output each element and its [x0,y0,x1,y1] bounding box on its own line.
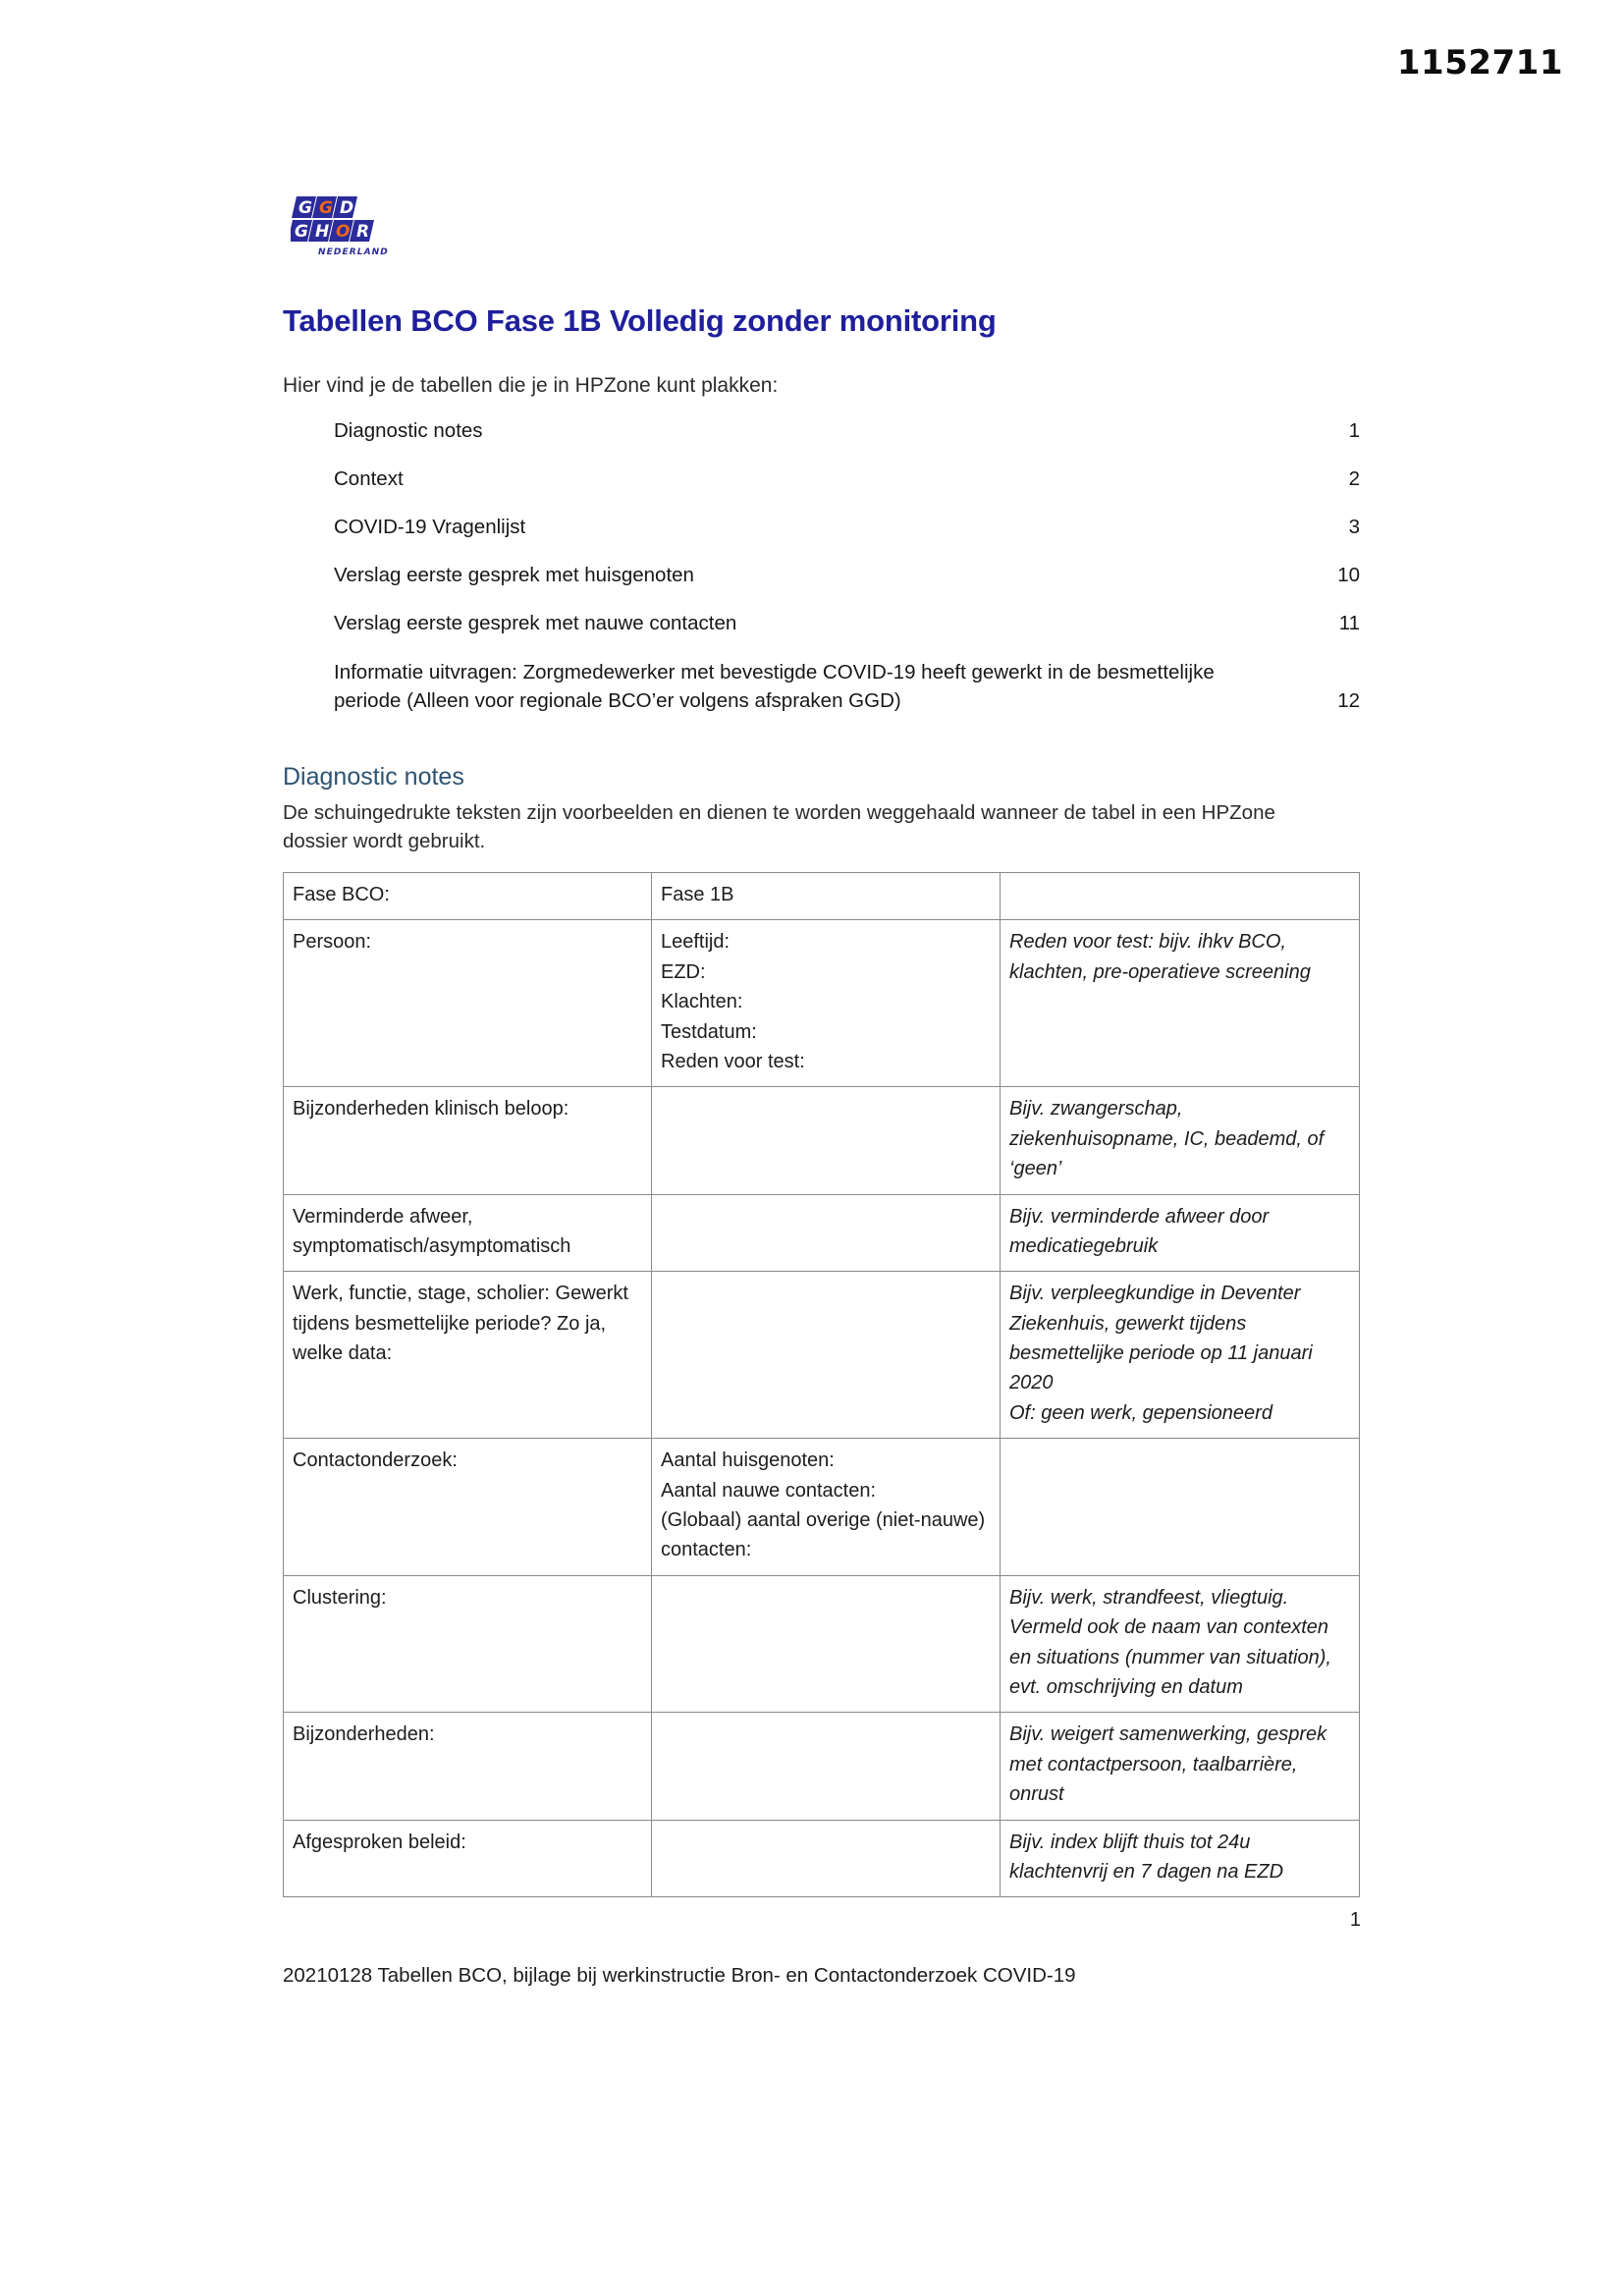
table-cell [284,1087,652,1194]
section-heading-diagnostic-notes: Diagnostic notes [283,762,464,791]
diagnostic-notes-table-wrapper [283,872,1359,1897]
table-of-contents [334,416,1360,735]
svg-text:NEDERLAND: NEDERLAND [318,247,389,257]
table-row [284,1272,1360,1439]
table-cell [652,1087,1001,1194]
svg-text:G: G [298,198,312,218]
toc-entry[interactable] [334,416,1360,445]
toc-entry-label: Verslag eerste gesprek met nauwe contacten [334,612,737,635]
svg-text:G: G [319,198,333,218]
toc-entry-page: 3 [1348,516,1360,539]
table-cell [284,1713,652,1820]
table-cell [652,1820,1001,1897]
table-cell-line: Persoon: [293,931,372,954]
table-cell [1001,1087,1360,1194]
svg-text:R: R [356,222,370,242]
table-row [284,1194,1360,1272]
table-cell [1001,1439,1360,1576]
table-cell [652,920,1001,1087]
toc-entry[interactable] [334,658,1360,715]
table-cell [652,1439,1001,1576]
table-cell [284,1439,652,1576]
table-cell [652,1272,1001,1439]
svg-text:H: H [315,222,330,242]
table-cell-line: Klachten: [661,991,743,1013]
toc-entry[interactable] [334,465,1360,493]
logo-icon [291,192,399,259]
diagnostic-notes-table [283,872,1360,1897]
table-cell [284,873,652,920]
svg-text:G: G [295,222,308,242]
toc-entry-label: Verslag eerste gesprek met huisgenoten [334,564,694,587]
table-cell-line: Verminderde afweer, symptomatisch/asymptomatisch [293,1205,571,1257]
table-row [284,1713,1360,1820]
table-cell-line: Bijv. index blijft thuis tot 24u klachtenvrij en 7 dagen na EZD [1009,1831,1284,1883]
toc-entry-page: 1 [1348,419,1360,442]
table-cell [1001,1194,1360,1272]
table-cell-line: Bijv. werk, strandfeest, vliegtuig. Vermeld ook de naam van contexten en situations (nummer van situation), evt. omschrijving en datum [1009,1586,1331,1698]
table-cell [652,1575,1001,1713]
table-cell-line: Aantal huisgenoten: [661,1449,835,1472]
document-stamp-number: 1152711 [1396,43,1563,82]
toc-entry-label: Informatie uitvragen: Zorgmedewerker met bevestigde COVID-19 heeft gewerkt in de besmettelijke periode (Alleen voor regionale BCO’er volgens afspraken GGD) [334,660,1215,712]
table-cell [1001,920,1360,1087]
table-cell-line: Bijv. verpleegkundige in Deventer Ziekenhuis, gewerkt tijdens besmettelijke periode op 11 januari 2020 [1009,1283,1313,1394]
table-cell-line: Werk, functie, stage, scholier: Gewerkt tijdens besmettelijke periode? Zo ja, welke data: [293,1283,628,1365]
table-row [284,1439,1360,1576]
table-cell [652,1713,1001,1820]
table-body [284,873,1360,1897]
table-cell [284,1272,652,1439]
toc-entry[interactable] [334,609,1360,637]
table-cell-line: Aantal nauwe contacten: [661,1479,877,1502]
table-cell [1001,873,1360,920]
table-cell-line: Fase 1B [661,884,734,905]
table-cell-line: Testdatum: [661,1020,757,1043]
table-cell-line: Bijv. zwangerschap, ziekenhuisopname, IC, beademd, of ‘geen’ [1009,1098,1325,1180]
table-cell-line: Fase BCO: [293,884,390,905]
table-cell-line: EZD: [661,960,706,983]
intro-text: Hier vind je de tabellen die je in HPZone kunt plakken: [283,374,779,397]
table-cell-line: Bijv. verminderde afweer door medicatiegebruik [1009,1205,1270,1257]
ggd-ghor-nederland-logo [291,192,399,259]
table-cell-line: Of: geen werk, gepensioneerd [1009,1401,1272,1424]
table-cell [1001,1713,1360,1820]
table-cell [652,873,1001,920]
section-note: De schuingedrukte teksten zijn voorbeelden en dienen te worden weggehaald wanneer de tabel in een HPZone dossier wordt gebruikt. [283,800,1275,853]
table-cell [1001,1820,1360,1897]
toc-entry-page: 2 [1348,467,1360,491]
table-cell [1001,1575,1360,1713]
table-cell [652,1194,1001,1272]
toc-entry-label: COVID-19 Vragenlijst [334,516,526,539]
table-cell [284,920,652,1087]
table-cell [284,1194,652,1272]
page-title: Tabellen BCO Fase 1B Volledig zonder monitoring [283,302,997,338]
table-cell-line: Reden voor test: [661,1050,805,1072]
table-row [284,920,1360,1087]
table-cell-line: Reden voor test: bijv. ihkv BCO, klachten, pre-operatieve screening [1009,931,1311,983]
toc-entry[interactable] [334,513,1360,541]
toc-entry-label: Context [334,467,404,491]
table-cell [284,1820,652,1897]
table-row [284,1087,1360,1194]
page-number: 1 [1349,1909,1361,1931]
table-cell-line: Clustering: [293,1586,387,1609]
toc-entry[interactable] [334,561,1360,589]
table-cell-line: Contactonderzoek: [293,1449,458,1472]
table-cell-line: Bijv. weigert samenwerking, gesprek met contactpersoon, taalbarrière, onrust [1009,1723,1327,1806]
svg-text:O: O [336,222,351,242]
table-cell-line: (Globaal) aantal overige (niet-nauwe) contacten: [661,1509,986,1561]
toc-entry-label: Diagnostic notes [334,419,483,442]
table-cell [1001,1272,1360,1439]
table-row [284,1575,1360,1713]
toc-entry-page: 11 [1338,612,1360,635]
table-row [284,1820,1360,1897]
svg-text:D: D [340,198,354,218]
table-row [284,873,1360,920]
table-cell-line: Afgesproken beleid: [293,1831,466,1853]
table-cell-line: Bijzonderheden: [293,1723,435,1746]
footer-text: 20210128 Tabellen BCO, bijlage bij werkinstructie Bron- en Contactonderzoek COVID-19 [283,1964,1076,1987]
table-cell-line: Bijzonderheden klinisch beloop: [293,1098,569,1121]
toc-entry-page: 12 [1337,688,1360,712]
table-cell-line: Leeftijd: [661,931,731,954]
table-cell [284,1575,652,1713]
toc-entry-page: 10 [1337,564,1360,587]
